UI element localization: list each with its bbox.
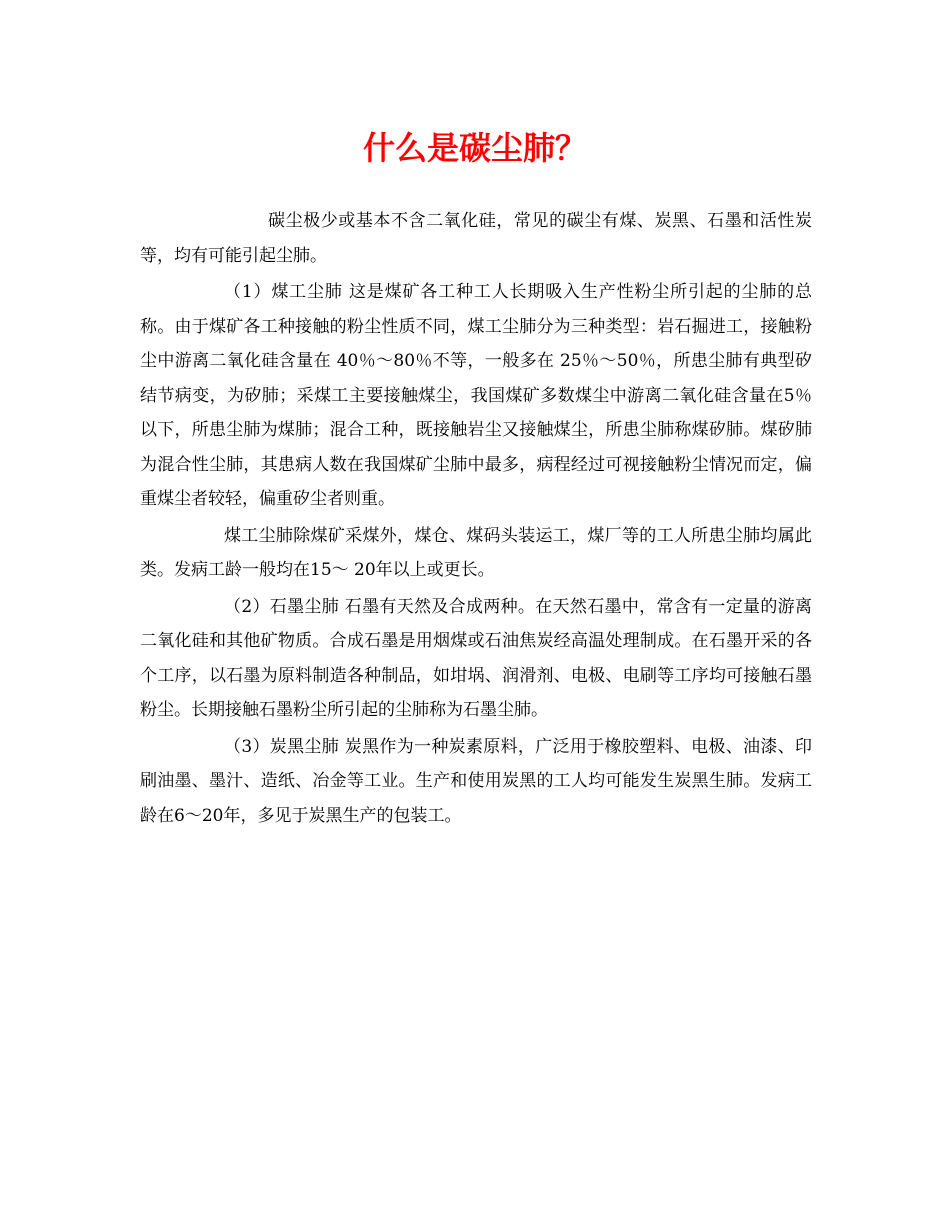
paragraph-coal-worker-pneumoconiosis: （1）煤工尘肺 这是煤矿各工种工人长期吸入生产性粉尘所引起的尘肺的总称。由于煤矿各工种接触的粉尘性质不同，煤工尘肺分为三种类型：岩石掘进工，接触粉尘中游离二氧化硅含量在 40％～80％不等，一般多在 25％～50％，所患尘肺有典型矽结节病变，为矽肺；采煤工主要接触煤尘，我国煤矿多数煤尘中游离二氧化硅含量在5％以下，所患尘肺为煤肺；混合工种，既接触岩尘又接触煤尘，所患尘肺称煤矽肺。煤矽肺为混合性尘肺，其患病人数在我国煤矿尘肺中最多，病程经过可视接触粉尘情况而定，偏重煤尘者较轻，偏重矽尘者则重。 <box>140 282 812 509</box>
paragraph-carbon-black-pneumoconiosis: （3）炭黑尘肺 炭黑作为一种炭素原料，广泛用于橡胶塑料、电极、油漆、印刷油墨、墨汁、造纸、冶金等工业。生产和使用炭黑的工人均可能发生炭黑生肺。发病工龄在6～20年，多见于炭黑生产的包装工。 <box>140 736 812 826</box>
paragraph-graphite-pneumoconiosis: （2）石墨尘肺 石墨有天然及合成两种。在天然石墨中，常含有一定量的游离二氧化硅和其他矿物质。合成石墨是用烟煤或石油焦炭经高温处理制成。在石墨开采的各个工序，以石墨为原料制造各种制品，如坩埚、润滑剂、电极、电刷等工序均可接触石墨粉尘。长期接触石墨粉尘所引起的尘肺称为石墨尘肺。 <box>140 596 812 720</box>
document-body <box>140 204 812 835</box>
page-title: 什么是碳尘肺？ <box>362 129 587 167</box>
paragraph-intro: 碳尘极少或基本不含二氧化硅，常见的碳尘有煤、炭黑、石墨和活性炭等，均有可能引起尘肺。 <box>140 211 812 266</box>
paragraph-coal-worker-scope: 煤工尘肺除煤矿采煤外，煤仓、煤码头装运工，煤厂等的工人所患尘肺均属此类。发病工龄一般均在15～ 20年以上或更长。 <box>140 525 812 580</box>
